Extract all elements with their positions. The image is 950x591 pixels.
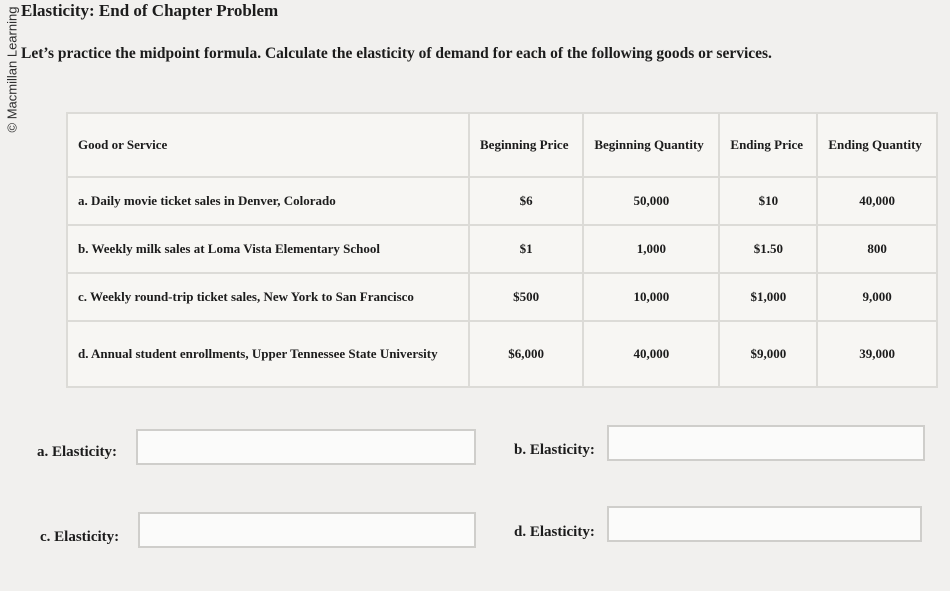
elasticity-a-label: a. Elasticity: (37, 444, 117, 460)
ending-price: $1,000 (719, 273, 817, 321)
elasticity-b-label: b. Elasticity: (514, 442, 595, 458)
header-good-or-service: Good or Service (67, 113, 469, 177)
ending-quantity: 39,000 (817, 321, 937, 387)
beginning-price: $6,000 (469, 321, 583, 387)
elasticity-b-input[interactable] (607, 425, 925, 461)
beginning-quantity: 50,000 (583, 177, 719, 225)
table-row (67, 321, 937, 387)
elasticity-d-input[interactable] (607, 506, 922, 542)
ending-price: $10 (719, 177, 817, 225)
elasticity-c-input[interactable] (138, 512, 476, 548)
ending-price: $9,000 (719, 321, 817, 387)
elasticity-a-input[interactable] (136, 429, 476, 465)
ending-price: $1.50 (719, 225, 817, 273)
problem-instructions: Let’s practice the midpoint formula. Calculate the elasticity of demand for each of the following goods or services. (21, 45, 772, 62)
beginning-price: $1 (469, 225, 583, 273)
ending-quantity: 9,000 (817, 273, 937, 321)
beginning-price: $6 (469, 177, 583, 225)
table-row (67, 177, 937, 225)
good-name: a. Daily movie ticket sales in Denver, Colorado (67, 177, 469, 225)
elasticity-c-label: c. Elasticity: (40, 529, 120, 545)
beginning-quantity: 10,000 (583, 273, 719, 321)
problem-title: Elasticity: End of Chapter Problem (21, 1, 279, 20)
ending-quantity: 40,000 (817, 177, 937, 225)
header-beginning-quantity: Beginning Quantity (583, 113, 719, 177)
beginning-quantity: 40,000 (583, 321, 719, 387)
data-table (66, 112, 938, 388)
good-name: d. Annual student enrollments, Upper Tennessee State University (67, 321, 469, 387)
table-header-row (67, 113, 937, 177)
header-ending-price: Ending Price (719, 113, 817, 177)
beginning-quantity: 1,000 (583, 225, 719, 273)
table-row (67, 273, 937, 321)
elasticity-d-label: d. Elasticity: (514, 524, 595, 540)
beginning-price: $500 (469, 273, 583, 321)
header-ending-quantity: Ending Quantity (817, 113, 937, 177)
good-name: c. Weekly round-trip ticket sales, New York to San Francisco (67, 273, 469, 321)
table-row (67, 225, 937, 273)
copyright-credit: © Macmillan Learning (4, 6, 20, 133)
good-name: b. Weekly milk sales at Loma Vista Elementary School (67, 225, 469, 273)
header-beginning-price: Beginning Price (469, 113, 583, 177)
ending-quantity: 800 (817, 225, 937, 273)
